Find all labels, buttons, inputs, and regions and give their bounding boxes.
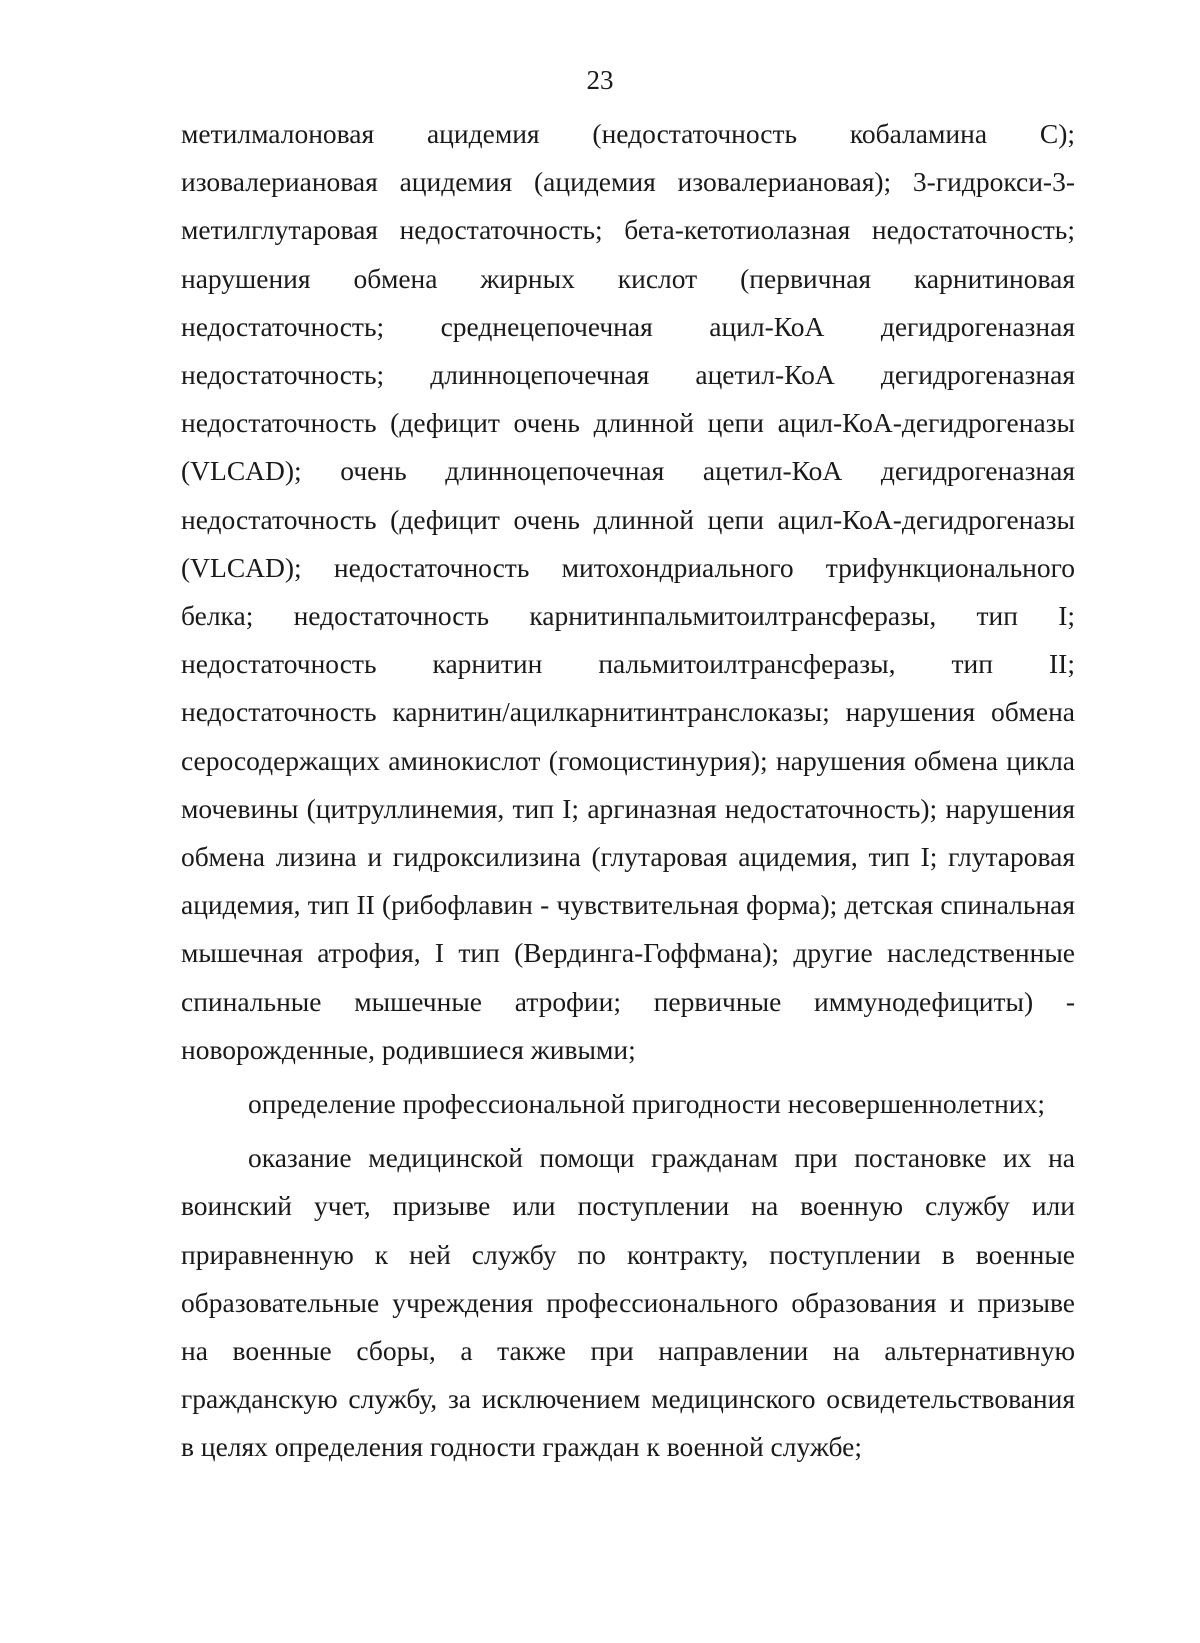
paragraph-military-registration: оказание медицинской помощи гражданам при постановке их на воинский учет, призыве или поступлении на военную службу или приравненную к ней службу по контракту, поступлении в военные образовательные учреждения профессионального образования и призыве на военные сборы, а также при направлении на альтернативную гражданскую службу, за исключением медицинского освидетельствования в целях определения годности граждан к военной службе; — [181, 1142, 1075, 1463]
paragraph-professional-suitability: определение профессиональной пригодности несовершеннолетних; — [248, 1088, 1046, 1120]
page-number: 23 — [586, 65, 614, 95]
paragraph-disease-list: метилмалоновая ацидемия (недостаточность кобаламина C); изовалериановая ацидемия (ацидемия изовалериановая); 3-гидрокси-3-метилглутаровая недостаточность; бета-кетотиолазная недостаточность; нарушения обмена жирных кислот (первичная карнитиновая недостаточность; среднецепочечная ацил-КоА дегидрогеназная недостаточность; длинноцепочечная ацетил-КоА дегидрогеназная недостаточность (дефицит очень длинной цепи ацил-КоА-дегидрогеназы (VLCAD); очень длинноцепочечная ацетил-КоА дегидрогеназная недостаточность (дефицит очень длинной цепи ацил-КоА-дегидрогеназы (VLCAD); недостаточность митохондриального трифункционального белка; недостаточность карнитинпальмитоилтрансферазы, тип I; недостаточность карнитин пальмитоилтрансферазы, тип II; недостаточность карнитин/ацилкарнитинтранслоказы; нарушения обмена серосодержащих аминокислот (гомоцистинурия); нарушения обмена цикла мочевины (цитруллинемия, тип I; аргиназная недостаточность); нарушения обмена лизина и гидроксилизина (глутаровая ацидемия, тип I; глутаровая ацидемия, тип II (рибофлавин - чувствительная форма); детская спинальная мышечная атрофия, I тип (Вердинга-Гоффмана); другие наследственные спинальные мышечные атрофии; первичные иммунодефициты) - новорожденные, родившиеся живыми; — [181, 118, 1075, 1065]
document-body — [181, 110, 1075, 1472]
